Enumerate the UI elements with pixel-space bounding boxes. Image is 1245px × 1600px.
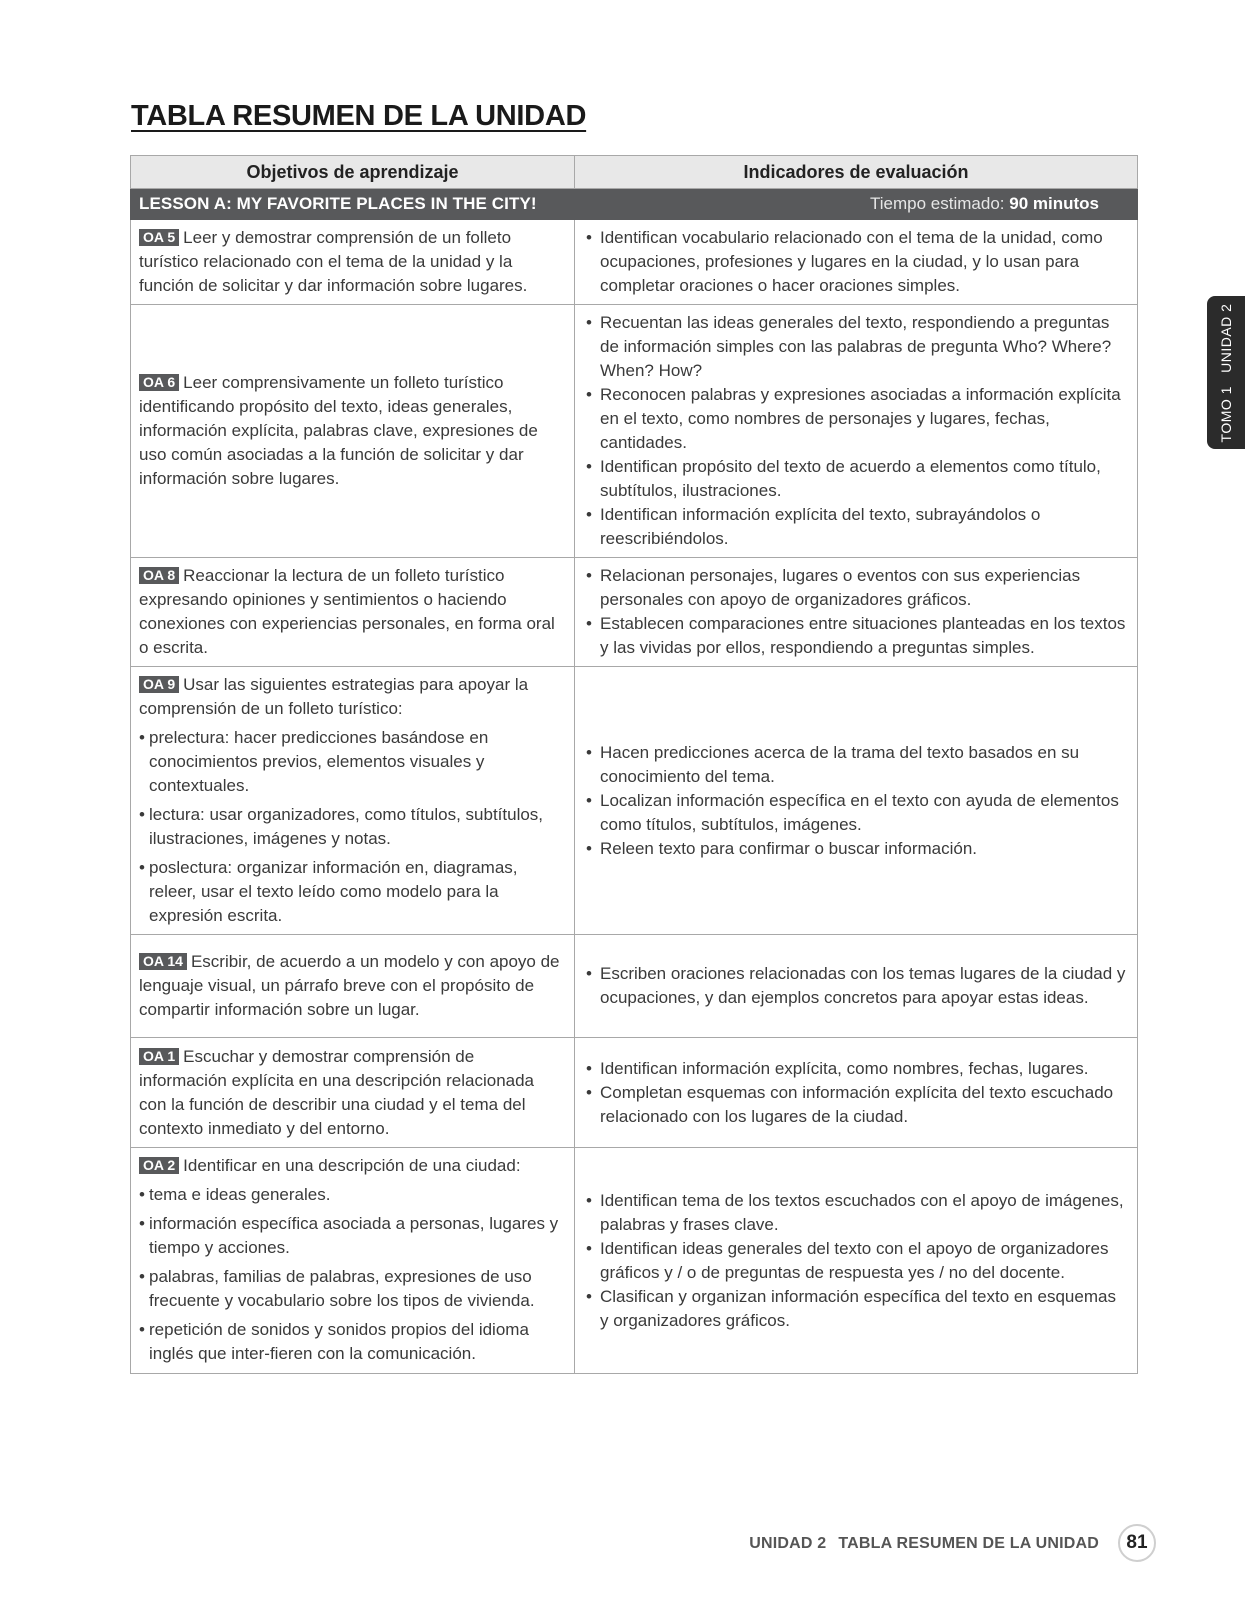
indicator-item: • Escriben oraciones relacionadas con los temas lugares de la ciudad y ocupaciones, y dan ejemplos concretos para apoyar estas ideas. (583, 962, 1129, 1010)
indicator-item: • Localizan información específica en el texto con ayuda de elementos como títulos, subtítulos, imágenes. (583, 789, 1129, 837)
indicator-item: • Recuentan las ideas generales del texto, respondiendo a preguntas de información simples con las palabras de pregunta Who? Where? When? How? (583, 311, 1129, 383)
indicator-list (583, 741, 1129, 861)
indicator-item: • Relacionan personajes, lugares o eventos con sus experiencias personales con apoyo de organizadores gráficos. (583, 564, 1129, 612)
oa-badge: OA 14 (139, 953, 187, 970)
objective-paragraph (139, 1045, 566, 1141)
objective-text: Reaccionar la lectura de un folleto turístico expresando opiniones y sentimientos o haciendo conexiones con experiencias personales, en forma oral o escrita. (139, 566, 555, 657)
indicator-item: • Completan esquemas con información explícita del texto escuchado relacionado con los lugares de la ciudad. (583, 1081, 1129, 1129)
objective-bullet: • información específica asociada a personas, lugares y tiempo y acciones. (139, 1212, 566, 1260)
footer-unit: UNIDAD 2 (749, 1535, 827, 1552)
header-objectives: Objetivos de aprendizaje (131, 156, 575, 189)
indicator-cell (575, 305, 1138, 558)
indicator-cell (575, 935, 1138, 1038)
objective-cell (131, 558, 575, 667)
indicator-item: • Releen texto para confirmar o buscar información. (583, 837, 1129, 861)
indicator-list (583, 226, 1129, 298)
lesson-row (131, 189, 1138, 220)
oa-badge: OA 8 (139, 567, 179, 584)
indicator-item: • Reconocen palabras y expresiones asociadas a información explícita en el texto, como nombres de personajes y lugares, fechas, cantidades. (583, 383, 1129, 455)
side-tab (1207, 296, 1245, 449)
indicator-cell (575, 1148, 1138, 1374)
objective-paragraph (139, 673, 566, 721)
lesson-title: LESSON A: MY FAVORITE PLACES IN THE CITY! (139, 194, 537, 213)
footer (749, 1535, 1099, 1553)
indicator-cell (575, 558, 1138, 667)
indicator-item: • Identifican información explícita del texto, subrayándolos o reescribiéndolos. (583, 503, 1129, 551)
objective-bullet: • repetición de sonidos y sonidos propios del idioma inglés que inter-fieren con la comunicación. (139, 1318, 566, 1366)
oa-badge: OA 5 (139, 229, 179, 246)
time-label: Tiempo estimado: (870, 194, 1005, 213)
footer-section: TABLA RESUMEN DE LA UNIDAD (838, 1535, 1099, 1552)
objective-paragraph (139, 1154, 566, 1178)
indicator-cell (575, 220, 1138, 305)
indicator-list (583, 962, 1129, 1010)
summary-table (130, 155, 1138, 1374)
oa-badge: OA 1 (139, 1048, 179, 1065)
objective-text: Escuchar y demostrar comprensión de información explícita en una descripción relacionada con la función de describir una ciudad y el tema del contexto inmediato y del entorno. (139, 1046, 535, 1138)
objective-text: Leer y demostrar comprensión de un folleto turístico relacionado con el tema de la unidad y la función de solicitar y dar información sobre lugares. (139, 228, 528, 295)
table-row (131, 305, 1138, 558)
oa-badge: OA 6 (139, 374, 179, 391)
indicator-item: • Clasifican y organizan información específica del texto en esquemas y organizadores gráficos. (583, 1285, 1129, 1333)
objective-cell (131, 935, 575, 1038)
indicator-item: • Establecen comparaciones entre situaciones planteadas en los textos y las vividas por ellos, respondiendo a preguntas simples. (583, 612, 1129, 660)
objective-text: Escribir, de acuerdo a un modelo y con apoyo de lenguaje visual, un párrafo breve con el propósito de compartir información sobre un lugar. (139, 952, 560, 1019)
objective-bullet: • tema e ideas generales. (139, 1183, 566, 1207)
lesson-time (870, 192, 1099, 216)
objective-text: Leer comprensivamente un folleto turístico identificando propósito del texto, ideas generales, información explícita, palabras clave, expresiones de uso común asociadas a la función de solicitar y dar información sobre lugares. (139, 373, 538, 488)
objective-paragraph (139, 564, 566, 660)
objective-bullet: • palabras, familias de palabras, expresiones de uso frecuente y vocabulario sobre los tipos de vivienda. (139, 1265, 566, 1313)
objective-bullet: • poslectura: organizar información en, diagramas, releer, usar el texto leído como modelo para la expresión escrita. (139, 856, 566, 928)
header-indicators: Indicadores de evaluación (575, 156, 1138, 189)
objective-text: Usar las siguientes estrategias para apoyar la comprensión de un folleto turístico: (139, 675, 529, 718)
table-header-row (131, 156, 1138, 189)
indicator-cell (575, 667, 1138, 935)
indicator-item: • Identifican ideas generales del texto con el apoyo de organizadores gráficos y / o de preguntas de respuesta yes / no del docente. (583, 1237, 1129, 1285)
indicator-item: • Identifican información explícita, como nombres, fechas, lugares. (583, 1057, 1129, 1081)
objective-cell (131, 305, 575, 558)
table-row (131, 1038, 1138, 1148)
objective-bullet: • prelectura: hacer predicciones basándose en conocimientos previos, elementos visuales y contextuales. (139, 726, 566, 798)
objective-cell (131, 220, 575, 305)
table-row (131, 667, 1138, 935)
indicator-cell (575, 1038, 1138, 1148)
objective-cell (131, 667, 575, 935)
table-row (131, 1148, 1138, 1374)
oa-badge: OA 2 (139, 1157, 179, 1174)
objective-bullet-list (139, 1183, 566, 1366)
objective-bullet-list (139, 726, 566, 928)
indicator-item: • Hacen predicciones acerca de la trama del texto basados en su conocimiento del tema. (583, 741, 1129, 789)
indicator-item: • Identifican vocabulario relacionado con el tema de la unidad, como ocupaciones, profesiones y lugares en la ciudad, y lo usan para completar oraciones o hacer oraciones simples. (583, 226, 1129, 298)
time-value: 90 minutos (1009, 194, 1099, 213)
indicator-item: • Identifican propósito del texto de acuerdo a elementos como título, subtítulos, ilustraciones. (583, 455, 1129, 503)
objective-paragraph (139, 226, 566, 298)
oa-badge: OA 9 (139, 676, 179, 693)
objective-cell (131, 1148, 575, 1374)
indicator-list (583, 311, 1129, 551)
page-title: TABLA RESUMEN DE LA UNIDAD (131, 100, 587, 132)
objective-text: Identificar en una descripción de una ciudad: (183, 1156, 521, 1175)
objective-bullet: • lectura: usar organizadores, como títulos, subtítulos, ilustraciones, imágenes y notas. (139, 803, 566, 851)
indicator-list (583, 1189, 1129, 1333)
objective-paragraph (139, 950, 566, 1022)
objective-cell (131, 1038, 575, 1148)
objective-paragraph (139, 371, 566, 491)
indicator-list (583, 1057, 1129, 1129)
lesson-cell (131, 189, 1138, 220)
page-number: 81 (1118, 1524, 1156, 1562)
table-row (131, 935, 1138, 1038)
indicator-item: • Identifican tema de los textos escuchados con el apoyo de imágenes, palabras y frases clave. (583, 1189, 1129, 1237)
table-row (131, 558, 1138, 667)
indicator-list (583, 564, 1129, 660)
side-tab-label: TOMO 1 UNIDAD 2 (1218, 303, 1234, 442)
table-row (131, 220, 1138, 305)
